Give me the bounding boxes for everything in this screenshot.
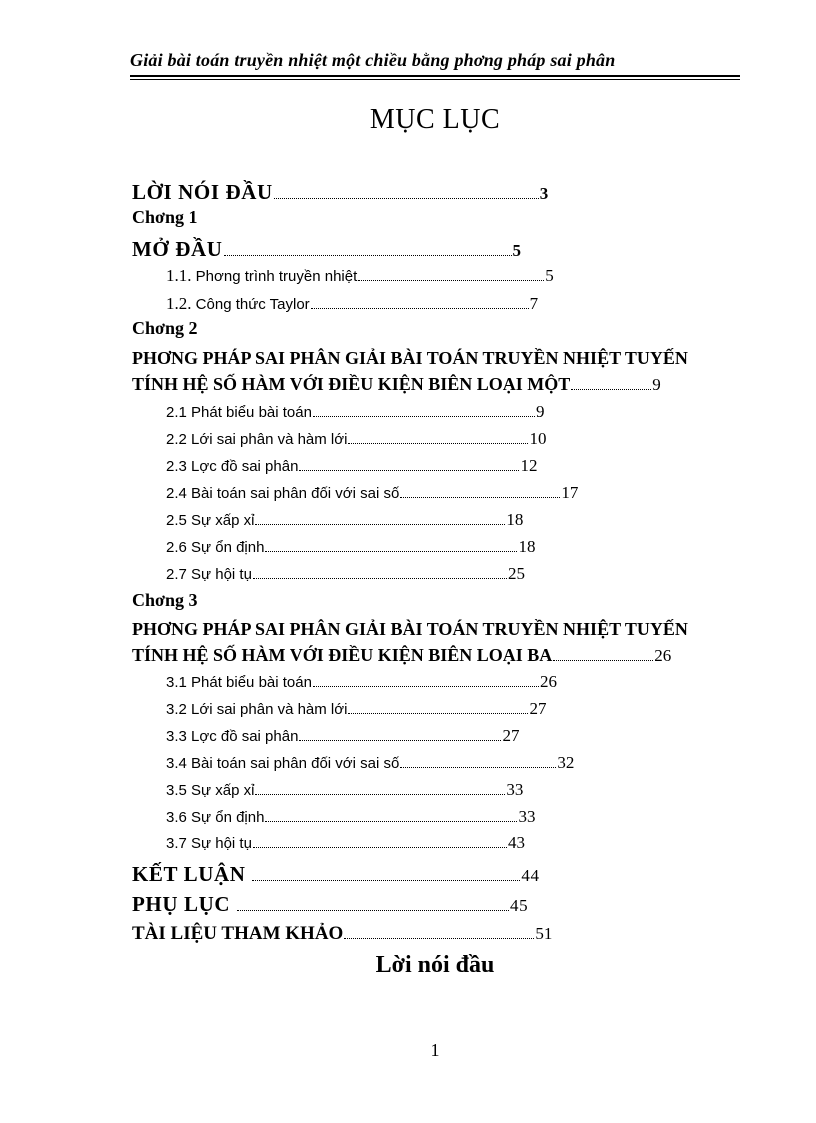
toc-entry-loi-noi-dau[interactable] bbox=[132, 180, 549, 205]
chapter-1-label: Chơng 1 bbox=[132, 207, 198, 227]
toc-label: TÀI LIỆU THAM KHẢO bbox=[132, 923, 344, 944]
toc-page: 18 bbox=[518, 537, 536, 556]
toc-page: 17 bbox=[561, 483, 579, 502]
toc-entry-3-5[interactable] bbox=[166, 780, 523, 800]
toc-label: PHỤ LỤC bbox=[132, 892, 231, 916]
toc-page: 43 bbox=[507, 833, 525, 852]
chapter-3-title-line-1: PHƠNG PHÁP SAI PHÂN GIẢI BÀI TOÁN TRUYỀN NHIỆT TUYẾN bbox=[132, 619, 688, 639]
toc-label: TÍNH HỆ SỐ HÀM VỚI ĐIỀU KIỆN BIÊN LOẠI BA bbox=[132, 645, 553, 665]
leader-dots bbox=[274, 197, 539, 199]
chapter-2-title-line-1: PHƠNG PHÁP SAI PHÂN GIẢI BÀI TOÁN TRUYỀN NHIỆT TUYẾN bbox=[132, 348, 688, 368]
chapter-2-label: Chơng 2 bbox=[132, 318, 198, 338]
leader-dots bbox=[299, 469, 519, 471]
toc-entry-2-6[interactable] bbox=[166, 537, 535, 557]
toc-label: 3.2 Lới sai phân và hàm lới bbox=[166, 701, 348, 718]
leader-dots bbox=[252, 879, 520, 881]
toc-label: Công thức Taylor bbox=[195, 296, 310, 313]
toc-page: 33 bbox=[506, 780, 524, 799]
toc-title: MỤC LỤC bbox=[369, 104, 501, 135]
toc-page: 27 bbox=[529, 699, 547, 718]
toc-page: 10 bbox=[529, 429, 547, 448]
leader-dots bbox=[255, 523, 505, 525]
toc-entry-chapter-3[interactable] bbox=[132, 645, 671, 666]
toc-entry-2-4[interactable] bbox=[166, 483, 578, 503]
toc-entry-1-2[interactable] bbox=[166, 294, 538, 314]
leader-dots bbox=[571, 388, 651, 390]
toc-page: 26 bbox=[539, 672, 557, 691]
toc-entry-3-2[interactable] bbox=[166, 699, 546, 719]
toc-label: 2.6 Sự ổn định bbox=[166, 539, 265, 556]
toc-page: 51 bbox=[535, 924, 553, 943]
leader-dots bbox=[237, 909, 509, 911]
leader-dots bbox=[358, 279, 544, 281]
toc-entry-2-3[interactable] bbox=[166, 456, 537, 476]
section-heading-loi-noi-dau: Lời nói đầu bbox=[375, 952, 495, 978]
toc-entry-mo-dau[interactable] bbox=[132, 237, 522, 262]
toc-entry-3-1[interactable] bbox=[166, 672, 557, 692]
leader-dots bbox=[255, 793, 505, 795]
leader-dots bbox=[313, 415, 535, 417]
toc-entry-2-5[interactable] bbox=[166, 510, 523, 530]
toc-label: 3.4 Bài toán sai phân đối với sai số bbox=[166, 755, 400, 772]
leader-dots bbox=[348, 442, 528, 444]
toc-page: 5 bbox=[512, 241, 522, 260]
leader-dots bbox=[553, 659, 653, 661]
toc-label: 3.5 Sự xấp xỉ bbox=[166, 782, 255, 799]
toc-label: 2.4 Bài toán sai phân đối với sai số bbox=[166, 485, 400, 502]
toc-label: 2.7 Sự hội tụ bbox=[166, 566, 252, 583]
toc-entry-3-3[interactable] bbox=[166, 726, 519, 746]
toc-entry-2-7[interactable] bbox=[166, 564, 525, 584]
leader-dots bbox=[348, 712, 528, 714]
toc-label: 2.5 Sự xấp xỉ bbox=[166, 512, 255, 529]
toc-page: 3 bbox=[539, 184, 549, 203]
toc-label: 3.6 Sự ổn định bbox=[166, 809, 265, 826]
toc-label: 2.2 Lới sai phân và hàm lới bbox=[166, 431, 348, 448]
leader-dots bbox=[311, 307, 529, 309]
toc-entry-3-6[interactable] bbox=[166, 807, 535, 827]
leader-dots bbox=[253, 577, 507, 579]
toc-page: 44 bbox=[521, 866, 540, 885]
toc-num: 1.1. bbox=[166, 266, 192, 285]
toc-label: 3.7 Sự hội tụ bbox=[166, 835, 252, 852]
leader-dots bbox=[224, 254, 512, 256]
toc-label: TÍNH HỆ SỐ HÀM VỚI ĐIỀU KIỆN BIÊN LOẠI MỘT bbox=[132, 374, 571, 394]
toc-page: 5 bbox=[545, 266, 554, 285]
toc-label: 2.1 Phát biểu bài toán bbox=[166, 404, 312, 421]
toc-page: 12 bbox=[520, 456, 538, 475]
toc-label: 2.3 Lợc đồ sai phân bbox=[166, 458, 299, 475]
toc-entry-tai-lieu[interactable] bbox=[132, 923, 552, 945]
leader-dots bbox=[344, 937, 534, 939]
toc-entry-3-7[interactable] bbox=[166, 833, 525, 853]
toc-entry-2-1[interactable] bbox=[166, 402, 544, 422]
toc-entry-chapter-2[interactable] bbox=[132, 374, 661, 395]
leader-dots bbox=[299, 739, 501, 741]
chapter-3-label: Chơng 3 bbox=[132, 590, 198, 610]
toc-page: 33 bbox=[518, 807, 536, 826]
toc-page: 18 bbox=[506, 510, 524, 529]
leader-dots bbox=[313, 685, 539, 687]
toc-page: 9 bbox=[652, 375, 661, 394]
leader-dots bbox=[400, 496, 560, 498]
toc-entry-ket-luan[interactable] bbox=[132, 862, 540, 887]
toc-page: 26 bbox=[654, 646, 672, 665]
toc-label: Phơng trình truyền nhiệt bbox=[195, 268, 358, 285]
toc-label: 3.3 Lợc đồ sai phân bbox=[166, 728, 299, 745]
leader-dots bbox=[253, 846, 507, 848]
toc-page: 7 bbox=[529, 294, 539, 313]
toc-label: KẾT LUẬN bbox=[132, 862, 246, 886]
header-rule-thin bbox=[130, 79, 740, 80]
toc-entry-phu-luc[interactable] bbox=[132, 892, 528, 917]
running-header: Giải bài toán truyền nhiệt một chiều bằng phơng pháp sai phân bbox=[130, 50, 616, 70]
toc-num: 1.2. bbox=[166, 294, 192, 313]
toc-label: LỜI NÓI ĐẦU bbox=[132, 180, 273, 204]
toc-page: 9 bbox=[535, 402, 545, 421]
leader-dots bbox=[265, 550, 517, 552]
toc-label: MỞ ĐẦU bbox=[132, 237, 223, 261]
leader-dots bbox=[400, 766, 556, 768]
toc-entry-2-2[interactable] bbox=[166, 429, 546, 449]
toc-entry-1-1[interactable] bbox=[166, 266, 554, 286]
toc-page: 32 bbox=[557, 753, 575, 772]
leader-dots bbox=[265, 820, 517, 822]
page-number: 1 bbox=[430, 1040, 440, 1060]
toc-page: 27 bbox=[502, 726, 520, 745]
toc-page: 25 bbox=[507, 564, 525, 583]
toc-entry-3-4[interactable] bbox=[166, 753, 574, 773]
toc-page: 45 bbox=[509, 896, 529, 915]
toc-label: 3.1 Phát biểu bài toán bbox=[166, 674, 312, 691]
header-rule-thick bbox=[130, 75, 740, 77]
